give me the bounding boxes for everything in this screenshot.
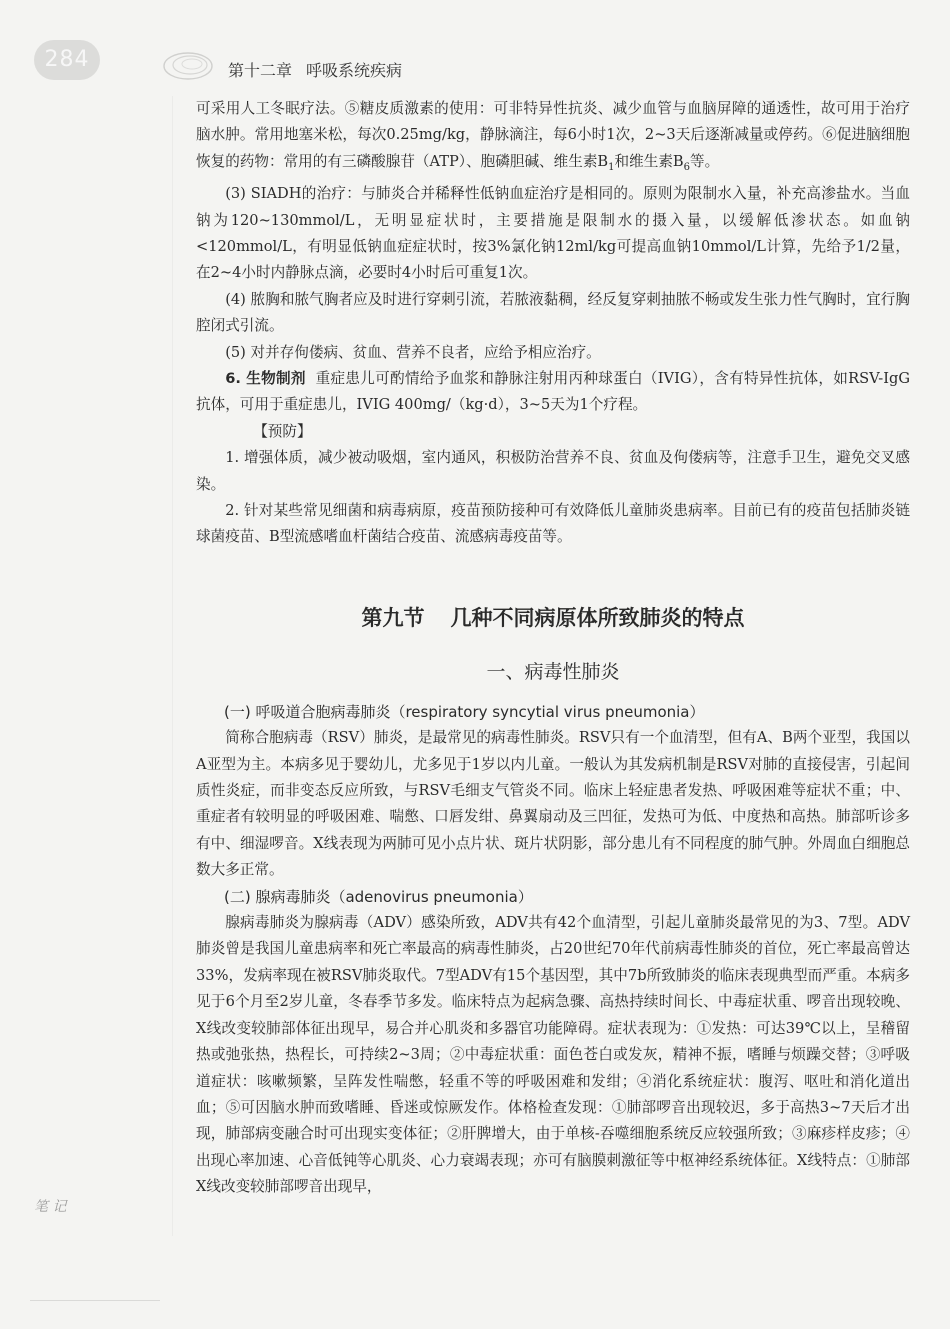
margin-divider [172,96,173,1236]
prevention-item-1: 1. 增强体质，减少被动吸烟，室内通风，积极防治营养不良、贫血及佝偻病等，注意手卫生，避免交叉感染。 [196,449,910,493]
margin-note: 笔 记 [34,1199,67,1215]
paragraph-comorbidity: (5) 对并存佝偻病、贫血、营养不良者，应给予相应治疗。 [225,343,601,361]
biologics-label: 6. 生物制剂 [225,369,306,387]
page-body [196,96,910,1201]
rsv-paragraph: 简称合胞病毒（RSV）肺炎，是最常见的病毒性肺炎。RSV只有一个血清型，但有A、B两个亚型，我国以A亚型为主。本病多见于婴幼儿，尤多见于1岁以内儿童。一般认为其发病机制是RSV对肺的直接侵害，引起间质性炎症，而非变态反应所致，与RSV毛细支气管炎不同。临床上轻症患者发热、呼吸困难等症状不重；中、重症者有较明显的呼吸困难、喘憋、口唇发绀、鼻翼扇动及三凹征，发热可为低、中度热和高热。肺部听诊多有中、细湿啰音。X线表现为两肺可见小点片状、斑片状阴影，部分患儿有不同程度的肺气肿。外周血白细胞总数大多正常。 [196,729,910,879]
paragraph-siadh: (3) SIADH的治疗：与肺炎合并稀释性低钠血症治疗是相同的。原则为限制水入量，补充高渗盐水。当血钠为120~130mmol/L，无明显症状时，主要措施是限制水的摄入量，以缓解低渗状态。如血钠<120mmol/L，有明显低钠血症症状时，按3%氯化钠12ml/kg可提高血钠10mmol/L计算，先给予1/2量，在2~4小时内静脉点滴，必要时4小时后可重复1次。 [196,185,910,282]
page-number-badge: 284 [34,40,100,80]
swirl-ornament-icon [160,44,216,84]
paragraph-treatment-continued: 可采用人工冬眠疗法。⑤糖皮质激素的使用：可非特异性抗炎、减少血管与血脑屏障的通透性，故可用于治疗脑水肿。常用地塞米松，每次0.25mg/kg，静脉滴注，每6小时1次，2~3天后逐渐减量或停药。⑥促进脑细胞恢复的药物：常用的有三磷酸腺苷（ATP）、胞磷胆碱、维生素$B_1$和维生素$B_6$等。 [196,100,910,173]
subsection-title: 一、病毒性肺炎 [486,660,620,683]
prevention-heading: 【预防】 [253,422,312,440]
rsv-heading: (一) 呼吸道合胞病毒肺炎（respiratory syncytial virus pneumonia） [224,702,705,721]
paragraph-biologics: 6. 生物制剂 重症患儿可酌情给予血浆和静脉注射用丙种球蛋白（IVIG），含有特异性抗体，如RSV-IgG抗体，可用于重症患儿，IVIG 400mg/（kg·d），3~5天为1个疗程。 [196,369,911,414]
bottom-rule [30,1300,160,1301]
chapter-header [228,58,416,81]
chapter-label: 第十二章 [228,61,293,80]
adv-paragraph: 腺病毒肺炎为腺病毒（ADV）感染所致，ADV共有42个血清型，引起儿童肺炎最常见的为3、7型。ADV肺炎曾是我国儿童患病率和死亡率最高的病毒性肺炎，占20世纪70年代前病毒性肺炎的首位，死亡率最高曾达33%，发病率现在被RSV肺炎取代。7型ADV有15个基因型，其中7b所致肺炎的临床表现典型而严重。本病多见于6个月至2岁儿童，冬春季节多发。临床特点为起病急骤、高热持续时间长、中毒症状重、啰音出现较晚、X线改变较肺部体征出现早，易合并心肌炎和多器官功能障碍。症状表现为：①发热：可达39℃以上，呈稽留热或弛张热，热程长，可持续2~3周；②中毒症状重：面色苍白或发灰，精神不振，嗜睡与烦躁交替；③呼吸道症状：咳嗽频繁，呈阵发性喘憋，轻重不等的呼吸困难和发绀；④消化系统症状：腹泻、呕吐和消化道出血；⑤可因脑水肿而致嗜睡、昏迷或惊厥发作。体格检查发现：①肺部啰音出现较迟，多于高热3~7天后才出现，肺部病变融合时可出现实变体征；②肝脾增大，由于单核-吞噬细胞系统反应较强所致；③麻疹样皮疹；④出现心率加速、心音低钝等心肌炎、心力衰竭表现；亦可有脑膜刺激征等中枢神经系统体征。X线特点：①肺部X线改变较肺部啰音出现早， [196,914,910,1196]
adv-heading: (二) 腺病毒肺炎（adenovirus pneumonia） [224,887,533,906]
section-title: 第九节 几种不同病原体所致肺炎的特点 [361,605,745,630]
chapter-title: 呼吸系统疾病 [306,61,403,80]
prevention-item-2: 2. 针对某些常见细菌和病毒病原，疫苗预防接种可有效降低儿童肺炎患病率。目前已有的疫苗包括肺炎链球菌疫苗、B型流感嗜血杆菌结合疫苗、流感病毒疫苗等。 [196,502,910,546]
paragraph-empyema: (4) 脓胸和脓气胸者应及时进行穿刺引流，若脓液黏稠，经反复穿刺抽脓不畅或发生张力性气胸时，宜行胸腔闭式引流。 [196,290,910,335]
